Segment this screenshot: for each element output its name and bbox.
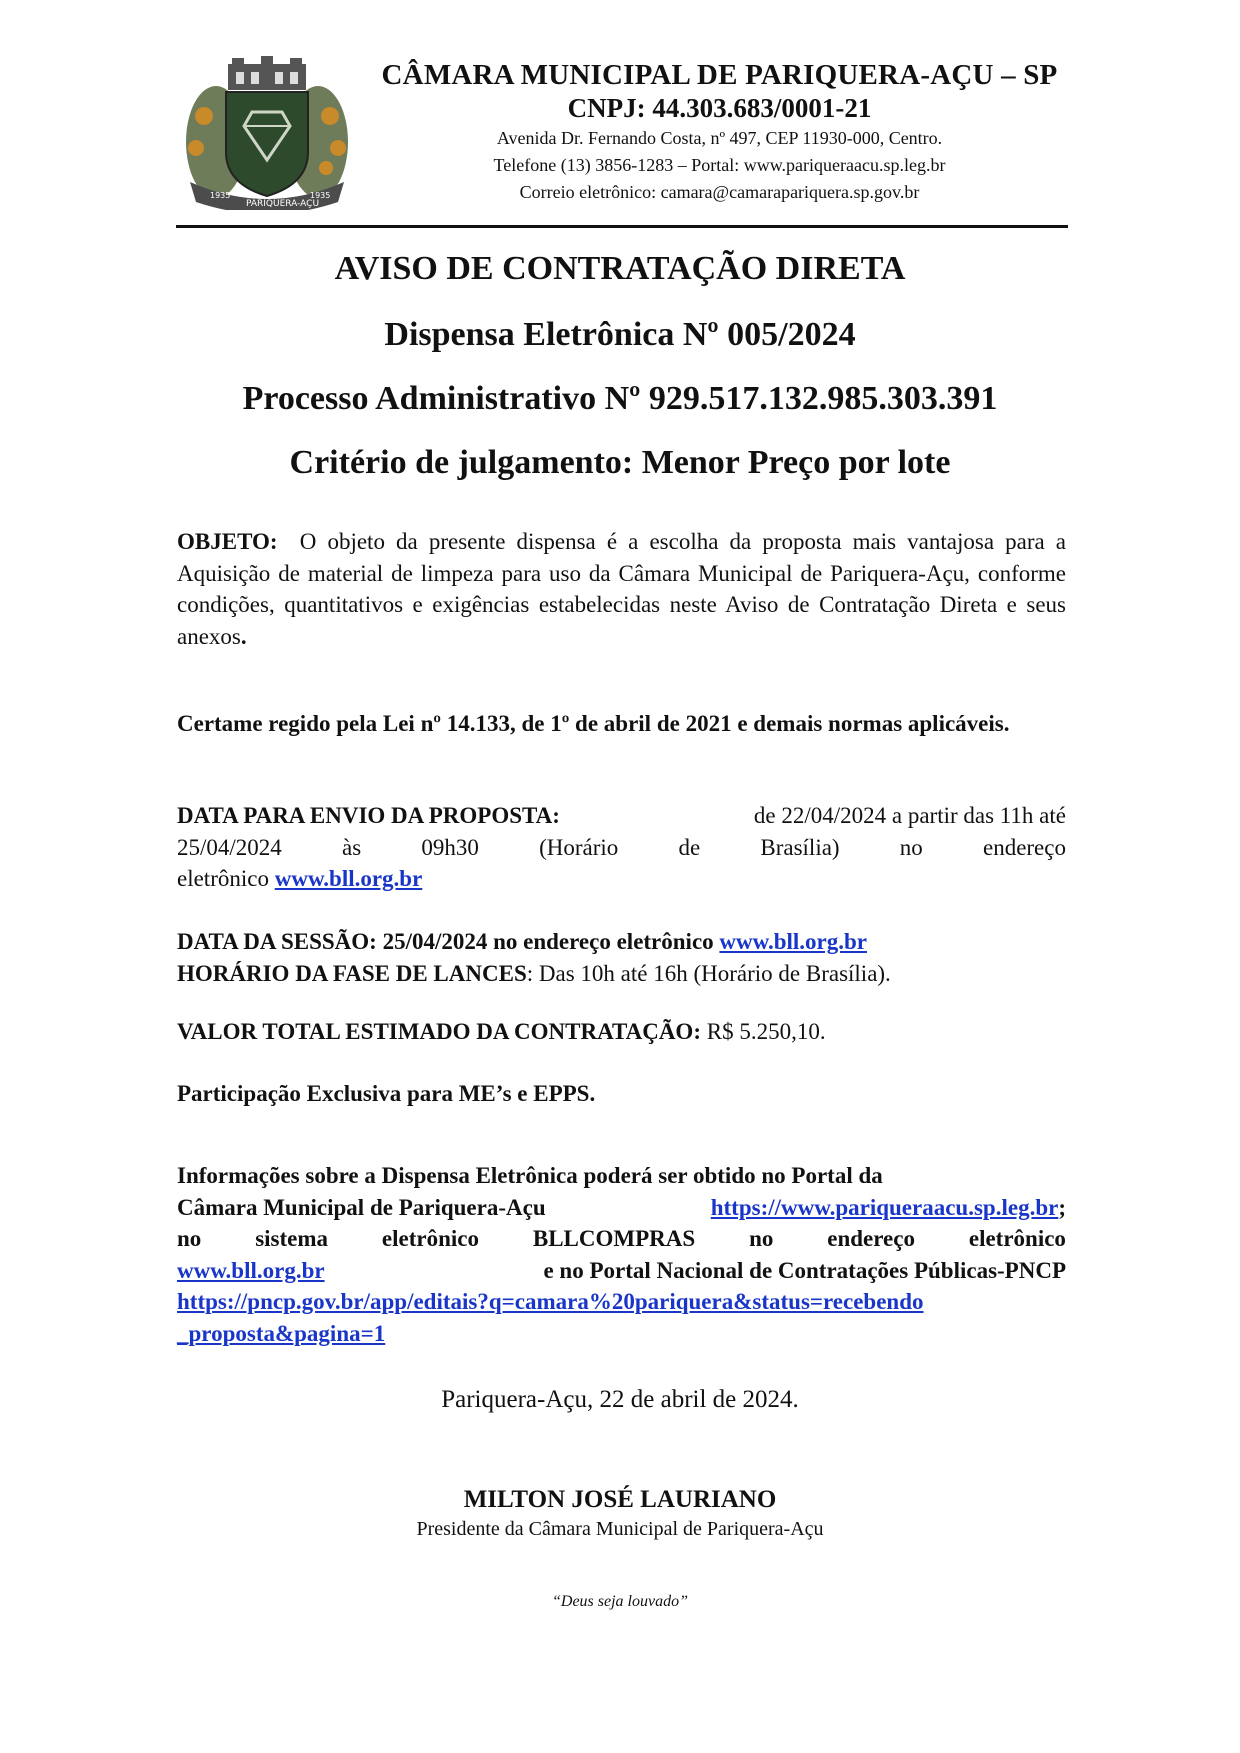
info-line-4 [177, 1255, 1066, 1287]
valor-amount: R$ 5.250,10. [706, 1019, 826, 1044]
info-line2-suffix: ; [1058, 1194, 1066, 1220]
info-word: no [749, 1226, 774, 1251]
info-paragraph [177, 1160, 1066, 1349]
crest-ribbon-year-right: 1935 [310, 191, 331, 200]
pncp-link-continuation[interactable]: _proposta&pagina=1 [177, 1320, 386, 1346]
crest-ribbon-year-left: 1935 [210, 191, 231, 200]
objeto-label: OBJETO: [177, 529, 278, 554]
info-line-1: Informações sobre a Dispensa Eletrônica poderá ser obtido no Portal da [177, 1163, 883, 1188]
envio-line1-rest: de 22/04/2024 a partir das 11h até [753, 803, 1066, 828]
sessao-label: DATA DA SESSÃO: 25/04/2024 no endereço eletrônico [177, 929, 714, 954]
judgment-criterion: Critério de julgamento: Menor Preço por lote [289, 444, 951, 481]
info-word: eletrônico [968, 1226, 1066, 1251]
sessao-paragraph [177, 926, 1066, 990]
info-word: BLLCOMPRAS [532, 1226, 696, 1251]
signer-role: Presidente da Câmara Municipal de Pariquera-Açu [416, 1518, 824, 1540]
objeto-paragraph [177, 526, 1066, 652]
info-line-3 [177, 1223, 1066, 1255]
envio-word: às [341, 834, 362, 860]
participacao-paragraph: Participação Exclusiva para ME’s e EPPS. [177, 1081, 596, 1106]
envio-line-3 [177, 863, 1066, 895]
letterhead [176, 56, 1068, 224]
org-cnpj: CNPJ: 44.303.683/0001-21 [567, 93, 872, 123]
dispensa-number: Dispensa Eletrônica Nº 005/2024 [384, 316, 856, 353]
envio-word: endereço [982, 834, 1066, 860]
lances-line [177, 958, 1066, 990]
envio-word: 25/04/2024 [177, 834, 282, 860]
bll-link[interactable]: www.bll.org.br [177, 1257, 325, 1283]
portal-link[interactable]: https://www.pariqueraacu.sp.leg.br [710, 1194, 1059, 1220]
info-word: eletrônico [381, 1226, 479, 1251]
info-word: no [177, 1226, 202, 1251]
envio-line-2 [177, 832, 1066, 864]
coat-of-arms-icon [176, 56, 358, 210]
lances-text: : Das 10h até 16h (Horário de Brasília). [526, 961, 891, 986]
envio-paragraph [177, 800, 1066, 895]
letterhead-text [371, 56, 1068, 206]
info-word: sistema [255, 1226, 329, 1251]
crest-ribbon-name: PARIQUERA-AÇU [246, 199, 320, 209]
motto: “Deus seja louvado” [552, 1593, 688, 1610]
sessao-line [177, 926, 1066, 958]
objeto-end: . [240, 623, 247, 649]
envio-word: Brasília) [760, 834, 840, 860]
valor-paragraph [177, 1016, 1066, 1048]
envio-word: no [899, 834, 923, 860]
pncp-link[interactable]: https://pncp.gov.br/app/editais?q=camara%20pariquera&status=recebendo [177, 1289, 924, 1314]
objeto-text: O objeto da presente dispensa é a escolha da proposta mais vantajosa para a Aquisição de material de limpeza para uso da Câmara Municipal de Pariquera-Açu, conforme condições, quantitativos e exigências estabelecidas neste Aviso de Contratação Direta e seus anexos [177, 529, 1067, 649]
notice-title: AVISO DE CONTRATAÇÃO DIRETA [334, 250, 906, 287]
processo-number: Processo Administrativo Nº 929.517.132.985.303.391 [242, 380, 998, 417]
certame-paragraph: Certame regido pela Lei nº 14.133, de 1º de abril de 2021 e demais normas aplicáveis. [177, 711, 1010, 736]
envio-word: 09h30 [421, 834, 479, 860]
envio-word: de [678, 834, 701, 860]
envio-label: DATA PARA ENVIO DA PROPOSTA: [177, 803, 560, 828]
info-line-6 [177, 1318, 1066, 1350]
info-line2-prefix: Câmara Municipal de Pariquera-Açu [177, 1194, 546, 1220]
lances-label: HORÁRIO DA FASE DE LANCES [177, 961, 527, 986]
signing-date: Pariquera-Açu, 22 de abril de 2024. [441, 1386, 799, 1413]
org-phone-portal: Telefone (13) 3856-1283 – Portal: www.pariqueraacu.sp.leg.br [493, 155, 946, 175]
org-name: CÂMARA MUNICIPAL DE PARIQUERA-AÇU – SP [381, 59, 1058, 91]
org-email: Correio eletrônico: camara@camarapariquera.sp.gov.br [519, 182, 920, 202]
envio-word: (Horário [539, 834, 619, 860]
envio-line-1 [177, 800, 1066, 832]
info-line-2 [177, 1192, 1066, 1224]
envio-line3-prefix: eletrônico [177, 866, 269, 891]
info-line-5 [177, 1286, 1066, 1318]
header-divider [176, 225, 1068, 228]
signer-name: MILTON JOSÉ LAURIANO [463, 1486, 777, 1513]
bll-link[interactable]: www.bll.org.br [719, 929, 868, 954]
info-word: endereço [827, 1226, 915, 1251]
bll-link[interactable]: www.bll.org.br [274, 866, 423, 891]
org-address: Avenida Dr. Fernando Costa, nº 497, CEP 11930-000, Centro. [496, 128, 943, 148]
info-line4-rest: e no Portal Nacional de Contratações Públicas-PNCP [543, 1257, 1066, 1283]
info-line2-link-wrap [711, 1192, 1066, 1224]
valor-label: VALOR TOTAL ESTIMADO DA CONTRATAÇÃO: [177, 1019, 701, 1044]
